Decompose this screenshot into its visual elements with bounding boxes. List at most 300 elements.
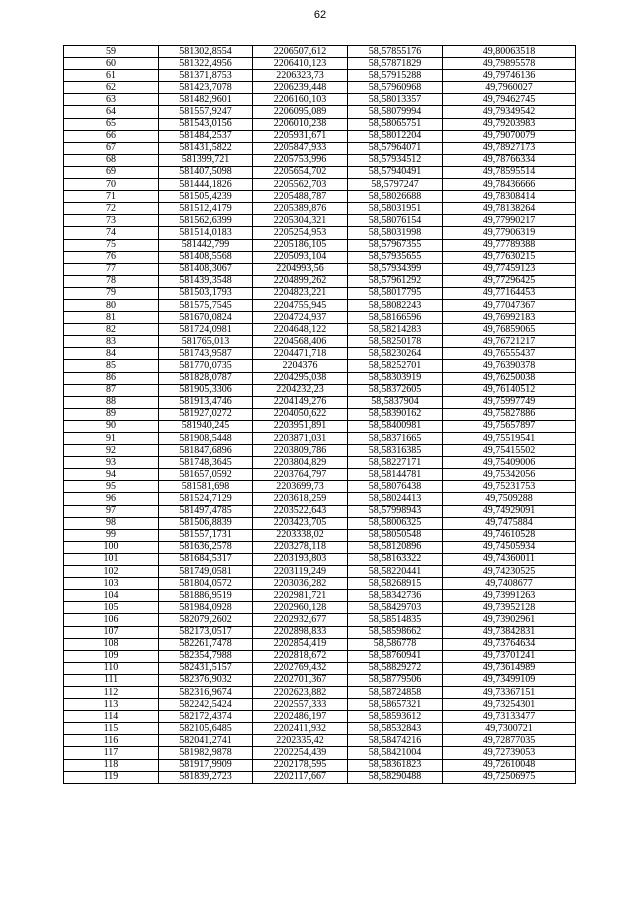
table-row [64,517,576,529]
table-row [64,46,576,58]
y-coordinate-cell: 2204993,56 [253,263,348,275]
longitude-cell: 49,73499109 [443,674,576,686]
point-number-cell: 99 [64,529,159,541]
longitude-cell: 49,76390378 [443,360,576,372]
x-coordinate-cell: 581543,0156 [159,118,253,130]
point-number-cell: 75 [64,239,159,251]
x-coordinate-cell: 581913,4746 [159,396,253,408]
latitude-cell: 58,58361823 [348,759,443,771]
x-coordinate-cell: 582354,7988 [159,650,253,662]
longitude-cell: 49,7300721 [443,723,576,735]
point-number-cell: 116 [64,735,159,747]
point-number-cell: 68 [64,154,159,166]
table-row [64,626,576,638]
x-coordinate-cell: 581444,1826 [159,179,253,191]
point-number-cell: 102 [64,566,159,578]
point-number-cell: 81 [64,312,159,324]
x-coordinate-cell: 581302,8554 [159,46,253,58]
latitude-cell: 58,58829272 [348,662,443,674]
longitude-cell: 49,73902961 [443,614,576,626]
longitude-cell: 49,74230525 [443,566,576,578]
x-coordinate-cell: 581581,698 [159,481,253,493]
longitude-cell: 49,78138264 [443,203,576,215]
latitude-cell: 58,57998943 [348,505,443,517]
longitude-cell: 49,80063518 [443,46,576,58]
latitude-cell: 58,58760941 [348,650,443,662]
table-row [64,420,576,432]
x-coordinate-cell: 581765,013 [159,336,253,348]
latitude-cell: 58,58779506 [348,674,443,686]
x-coordinate-cell: 582261,7478 [159,638,253,650]
y-coordinate-cell: 2205093,104 [253,251,348,263]
x-coordinate-cell: 581442,799 [159,239,253,251]
point-number-cell: 115 [64,723,159,735]
x-coordinate-cell: 581322,4956 [159,58,253,70]
point-number-cell: 62 [64,82,159,94]
page-number: 62 [313,9,327,21]
y-coordinate-cell: 2202701,367 [253,674,348,686]
table-row [64,142,576,154]
longitude-cell: 49,75657897 [443,420,576,432]
x-coordinate-cell: 581770,0735 [159,360,253,372]
table-row [64,408,576,420]
point-number-cell: 65 [64,118,159,130]
table-row [64,723,576,735]
longitude-cell: 49,72877035 [443,735,576,747]
longitude-cell: 49,73842831 [443,626,576,638]
latitude-cell: 58,58657321 [348,699,443,711]
table-row [64,299,576,311]
y-coordinate-cell: 2204050,622 [253,408,348,420]
latitude-cell: 58,58017795 [348,287,443,299]
point-number-cell: 105 [64,602,159,614]
x-coordinate-cell: 581408,3067 [159,263,253,275]
longitude-cell: 49,79746136 [443,70,576,82]
x-coordinate-cell: 581684,5317 [159,553,253,565]
point-number-cell: 88 [64,396,159,408]
table-row [64,336,576,348]
longitude-cell: 49,75231753 [443,481,576,493]
y-coordinate-cell: 2206095,089 [253,106,348,118]
latitude-cell: 58,5797247 [348,179,443,191]
latitude-cell: 58,58120896 [348,541,443,553]
latitude-cell: 58,58079994 [348,106,443,118]
table-row [64,384,576,396]
table-row [64,94,576,106]
longitude-cell: 49,75409006 [443,457,576,469]
longitude-cell: 49,7475884 [443,517,576,529]
latitude-cell: 58,58390162 [348,408,443,420]
longitude-cell: 49,78595514 [443,166,576,178]
latitude-cell: 58,57960968 [348,82,443,94]
x-coordinate-cell: 581371,8753 [159,70,253,82]
y-coordinate-cell: 2205488,787 [253,191,348,203]
table-row [64,348,576,360]
x-coordinate-cell: 581670,0824 [159,312,253,324]
latitude-cell: 58,57935655 [348,251,443,263]
table-row [64,287,576,299]
x-coordinate-cell: 582376,9032 [159,674,253,686]
x-coordinate-cell: 581749,0581 [159,566,253,578]
longitude-cell: 49,74929091 [443,505,576,517]
longitude-cell: 49,73367151 [443,686,576,698]
latitude-cell: 58,57915288 [348,70,443,82]
latitude-cell: 58,58220441 [348,566,443,578]
point-number-cell: 70 [64,179,159,191]
x-coordinate-cell: 581503,1793 [159,287,253,299]
y-coordinate-cell: 2204471,718 [253,348,348,360]
point-number-cell: 100 [64,541,159,553]
point-number-cell: 83 [64,336,159,348]
y-coordinate-cell: 2205304,321 [253,215,348,227]
longitude-cell: 49,79895578 [443,58,576,70]
x-coordinate-cell: 581506,8839 [159,517,253,529]
x-coordinate-cell: 581524,7129 [159,493,253,505]
x-coordinate-cell: 581431,5822 [159,142,253,154]
x-coordinate-cell: 581562,6399 [159,215,253,227]
point-number-cell: 104 [64,590,159,602]
latitude-cell: 58,58429703 [348,602,443,614]
table-row [64,469,576,481]
point-number-cell: 76 [64,251,159,263]
point-number-cell: 103 [64,578,159,590]
y-coordinate-cell: 2205186,105 [253,239,348,251]
x-coordinate-cell: 582173,0517 [159,626,253,638]
x-coordinate-cell: 581575,7545 [159,299,253,311]
x-coordinate-cell: 582242,5424 [159,699,253,711]
y-coordinate-cell: 2202981,721 [253,590,348,602]
x-coordinate-cell: 581423,7078 [159,82,253,94]
latitude-cell: 58,58724858 [348,686,443,698]
latitude-cell: 58,58400981 [348,420,443,432]
y-coordinate-cell: 2202411,932 [253,723,348,735]
table-row [64,759,576,771]
longitude-cell: 49,78436666 [443,179,576,191]
latitude-cell: 58,58372605 [348,384,443,396]
point-number-cell: 108 [64,638,159,650]
table-row [64,433,576,445]
y-coordinate-cell: 2203036,282 [253,578,348,590]
table-row [64,106,576,118]
latitude-cell: 58,58012204 [348,130,443,142]
longitude-cell: 49,76992183 [443,312,576,324]
table-row [64,771,576,783]
table-row [64,553,576,565]
table-row [64,130,576,142]
point-number-cell: 113 [64,699,159,711]
x-coordinate-cell: 581657,0592 [159,469,253,481]
latitude-cell: 58,58474216 [348,735,443,747]
point-number-cell: 74 [64,227,159,239]
y-coordinate-cell: 2202335,42 [253,735,348,747]
latitude-cell: 58,57967355 [348,239,443,251]
y-coordinate-cell: 2203764,797 [253,469,348,481]
latitude-cell: 58,58050548 [348,529,443,541]
point-number-cell: 90 [64,420,159,432]
y-coordinate-cell: 2205753,996 [253,154,348,166]
longitude-cell: 49,79349542 [443,106,576,118]
y-coordinate-cell: 2206239,448 [253,82,348,94]
point-number-cell: 110 [64,662,159,674]
latitude-cell: 58,58342736 [348,590,443,602]
y-coordinate-cell: 2206507,612 [253,46,348,58]
point-number-cell: 93 [64,457,159,469]
longitude-cell: 49,72506975 [443,771,576,783]
table-row [64,566,576,578]
x-coordinate-cell: 581804,0572 [159,578,253,590]
point-number-cell: 73 [64,215,159,227]
point-number-cell: 112 [64,686,159,698]
y-coordinate-cell: 2206160,103 [253,94,348,106]
y-coordinate-cell: 2202769,432 [253,662,348,674]
longitude-cell: 49,73764634 [443,638,576,650]
longitude-cell: 49,76555437 [443,348,576,360]
y-coordinate-cell: 2202117,667 [253,771,348,783]
longitude-cell: 49,73701241 [443,650,576,662]
x-coordinate-cell: 581917,9909 [159,759,253,771]
table-row [64,590,576,602]
latitude-cell: 58,58166596 [348,312,443,324]
table-row [64,227,576,239]
y-coordinate-cell: 2202557,333 [253,699,348,711]
x-coordinate-cell: 581505,4239 [159,191,253,203]
table-row [64,578,576,590]
longitude-cell: 49,79203983 [443,118,576,130]
table-row [64,324,576,336]
point-number-cell: 67 [64,142,159,154]
longitude-cell: 49,77459123 [443,263,576,275]
point-number-cell: 109 [64,650,159,662]
point-number-cell: 66 [64,130,159,142]
y-coordinate-cell: 2205562,703 [253,179,348,191]
latitude-cell: 58,58598662 [348,626,443,638]
latitude-cell: 58,57871829 [348,58,443,70]
x-coordinate-cell: 581886,9519 [159,590,253,602]
table-row [64,602,576,614]
x-coordinate-cell: 581497,4785 [159,505,253,517]
latitude-cell: 58,57961292 [348,275,443,287]
latitude-cell: 58,58214283 [348,324,443,336]
table-row [64,396,576,408]
latitude-cell: 58,58250178 [348,336,443,348]
table-row [64,166,576,178]
table-row [64,505,576,517]
point-number-cell: 87 [64,384,159,396]
table-row [64,58,576,70]
y-coordinate-cell: 2205654,702 [253,166,348,178]
point-number-cell: 78 [64,275,159,287]
latitude-cell: 58,5837904 [348,396,443,408]
point-number-cell: 82 [64,324,159,336]
point-number-cell: 61 [64,70,159,82]
latitude-cell: 58,58082243 [348,299,443,311]
x-coordinate-cell: 581984,0928 [159,602,253,614]
longitude-cell: 49,77164453 [443,287,576,299]
y-coordinate-cell: 2205254,953 [253,227,348,239]
point-number-cell: 64 [64,106,159,118]
point-number-cell: 92 [64,445,159,457]
point-number-cell: 96 [64,493,159,505]
y-coordinate-cell: 2203699,73 [253,481,348,493]
latitude-cell: 58,58316385 [348,445,443,457]
y-coordinate-cell: 2202854,419 [253,638,348,650]
latitude-cell: 58,57934512 [348,154,443,166]
x-coordinate-cell: 582079,2602 [159,614,253,626]
x-coordinate-cell: 581927,0272 [159,408,253,420]
x-coordinate-cell: 581724,0981 [159,324,253,336]
longitude-cell: 49,73952128 [443,602,576,614]
y-coordinate-cell: 2203193,803 [253,553,348,565]
x-coordinate-cell: 581636,2578 [159,541,253,553]
table-row [64,312,576,324]
table-row [64,154,576,166]
point-number-cell: 94 [64,469,159,481]
point-number-cell: 85 [64,360,159,372]
point-number-cell: 118 [64,759,159,771]
latitude-cell: 58,58593612 [348,711,443,723]
table-row [64,457,576,469]
x-coordinate-cell: 581408,5568 [159,251,253,263]
point-number-cell: 97 [64,505,159,517]
longitude-cell: 49,73614989 [443,662,576,674]
table-row [64,372,576,384]
y-coordinate-cell: 2204149,276 [253,396,348,408]
x-coordinate-cell: 581399,721 [159,154,253,166]
x-coordinate-cell: 581748,3645 [159,457,253,469]
table-row [64,445,576,457]
longitude-cell: 49,75342056 [443,469,576,481]
point-number-cell: 72 [64,203,159,215]
y-coordinate-cell: 2204568,406 [253,336,348,348]
longitude-cell: 49,7960027 [443,82,576,94]
y-coordinate-cell: 2206410,123 [253,58,348,70]
y-coordinate-cell: 2203338,02 [253,529,348,541]
y-coordinate-cell: 2204899,262 [253,275,348,287]
latitude-cell: 58,58227171 [348,457,443,469]
point-number-cell: 80 [64,299,159,311]
table-row [64,662,576,674]
y-coordinate-cell: 2203871,031 [253,433,348,445]
y-coordinate-cell: 2204295,038 [253,372,348,384]
table-row [64,481,576,493]
latitude-cell: 58,58514835 [348,614,443,626]
latitude-cell: 58,58421004 [348,747,443,759]
point-number-cell: 119 [64,771,159,783]
point-number-cell: 98 [64,517,159,529]
x-coordinate-cell: 581940,245 [159,420,253,432]
table-row [64,191,576,203]
longitude-cell: 49,73991263 [443,590,576,602]
point-number-cell: 111 [64,674,159,686]
x-coordinate-cell: 581908,5448 [159,433,253,445]
latitude-cell: 58,57964071 [348,142,443,154]
latitude-cell: 58,58290488 [348,771,443,783]
point-number-cell: 79 [64,287,159,299]
table-row [64,493,576,505]
longitude-cell: 49,72610048 [443,759,576,771]
point-number-cell: 59 [64,46,159,58]
y-coordinate-cell: 2202960,128 [253,602,348,614]
y-coordinate-cell: 2204648,122 [253,324,348,336]
table-row [64,674,576,686]
latitude-cell: 58,58144781 [348,469,443,481]
table-row [64,70,576,82]
latitude-cell: 58,58076438 [348,481,443,493]
point-number-cell: 86 [64,372,159,384]
x-coordinate-cell: 581407,5098 [159,166,253,178]
y-coordinate-cell: 2202178,595 [253,759,348,771]
x-coordinate-cell: 581439,3548 [159,275,253,287]
y-coordinate-cell: 2203119,249 [253,566,348,578]
y-coordinate-cell: 2204232,23 [253,384,348,396]
point-number-cell: 69 [64,166,159,178]
longitude-cell: 49,76250038 [443,372,576,384]
x-coordinate-cell: 582041,2741 [159,735,253,747]
y-coordinate-cell: 2203618,259 [253,493,348,505]
point-number-cell: 106 [64,614,159,626]
y-coordinate-cell: 2202932,677 [253,614,348,626]
point-number-cell: 84 [64,348,159,360]
latitude-cell: 58,58031951 [348,203,443,215]
longitude-cell: 49,78308414 [443,191,576,203]
y-coordinate-cell: 2202818,672 [253,650,348,662]
x-coordinate-cell: 582431,5157 [159,662,253,674]
point-number-cell: 95 [64,481,159,493]
latitude-cell: 58,57934399 [348,263,443,275]
x-coordinate-cell: 581482,9601 [159,94,253,106]
latitude-cell: 58,58532843 [348,723,443,735]
x-coordinate-cell: 582316,9674 [159,686,253,698]
x-coordinate-cell: 581982,9878 [159,747,253,759]
x-coordinate-cell: 582172,4374 [159,711,253,723]
longitude-cell: 49,75415502 [443,445,576,457]
x-coordinate-cell: 581905,3306 [159,384,253,396]
latitude-cell: 58,58230264 [348,348,443,360]
latitude-cell: 58,58024413 [348,493,443,505]
y-coordinate-cell: 2204376 [253,360,348,372]
latitude-cell: 58,58303919 [348,372,443,384]
point-number-cell: 89 [64,408,159,420]
table-row [64,747,576,759]
longitude-cell: 49,77789388 [443,239,576,251]
x-coordinate-cell: 581557,9247 [159,106,253,118]
table-row [64,118,576,130]
longitude-cell: 49,75519541 [443,433,576,445]
longitude-cell: 49,73254301 [443,699,576,711]
table-row [64,179,576,191]
longitude-cell: 49,74610528 [443,529,576,541]
latitude-cell: 58,58026688 [348,191,443,203]
point-number-cell: 107 [64,626,159,638]
y-coordinate-cell: 2203522,643 [253,505,348,517]
longitude-cell: 49,77906319 [443,227,576,239]
y-coordinate-cell: 2205389,876 [253,203,348,215]
longitude-cell: 49,77047367 [443,299,576,311]
latitude-cell: 58,58163322 [348,553,443,565]
latitude-cell: 58,58252701 [348,360,443,372]
point-number-cell: 60 [64,58,159,70]
x-coordinate-cell: 581484,2537 [159,130,253,142]
longitude-cell: 49,73133477 [443,711,576,723]
table-row [64,614,576,626]
longitude-cell: 49,76859065 [443,324,576,336]
y-coordinate-cell: 2203423,705 [253,517,348,529]
y-coordinate-cell: 2206010,238 [253,118,348,130]
latitude-cell: 58,58065751 [348,118,443,130]
coordinates-table [63,45,576,784]
x-coordinate-cell: 581743,9587 [159,348,253,360]
table-row [64,215,576,227]
